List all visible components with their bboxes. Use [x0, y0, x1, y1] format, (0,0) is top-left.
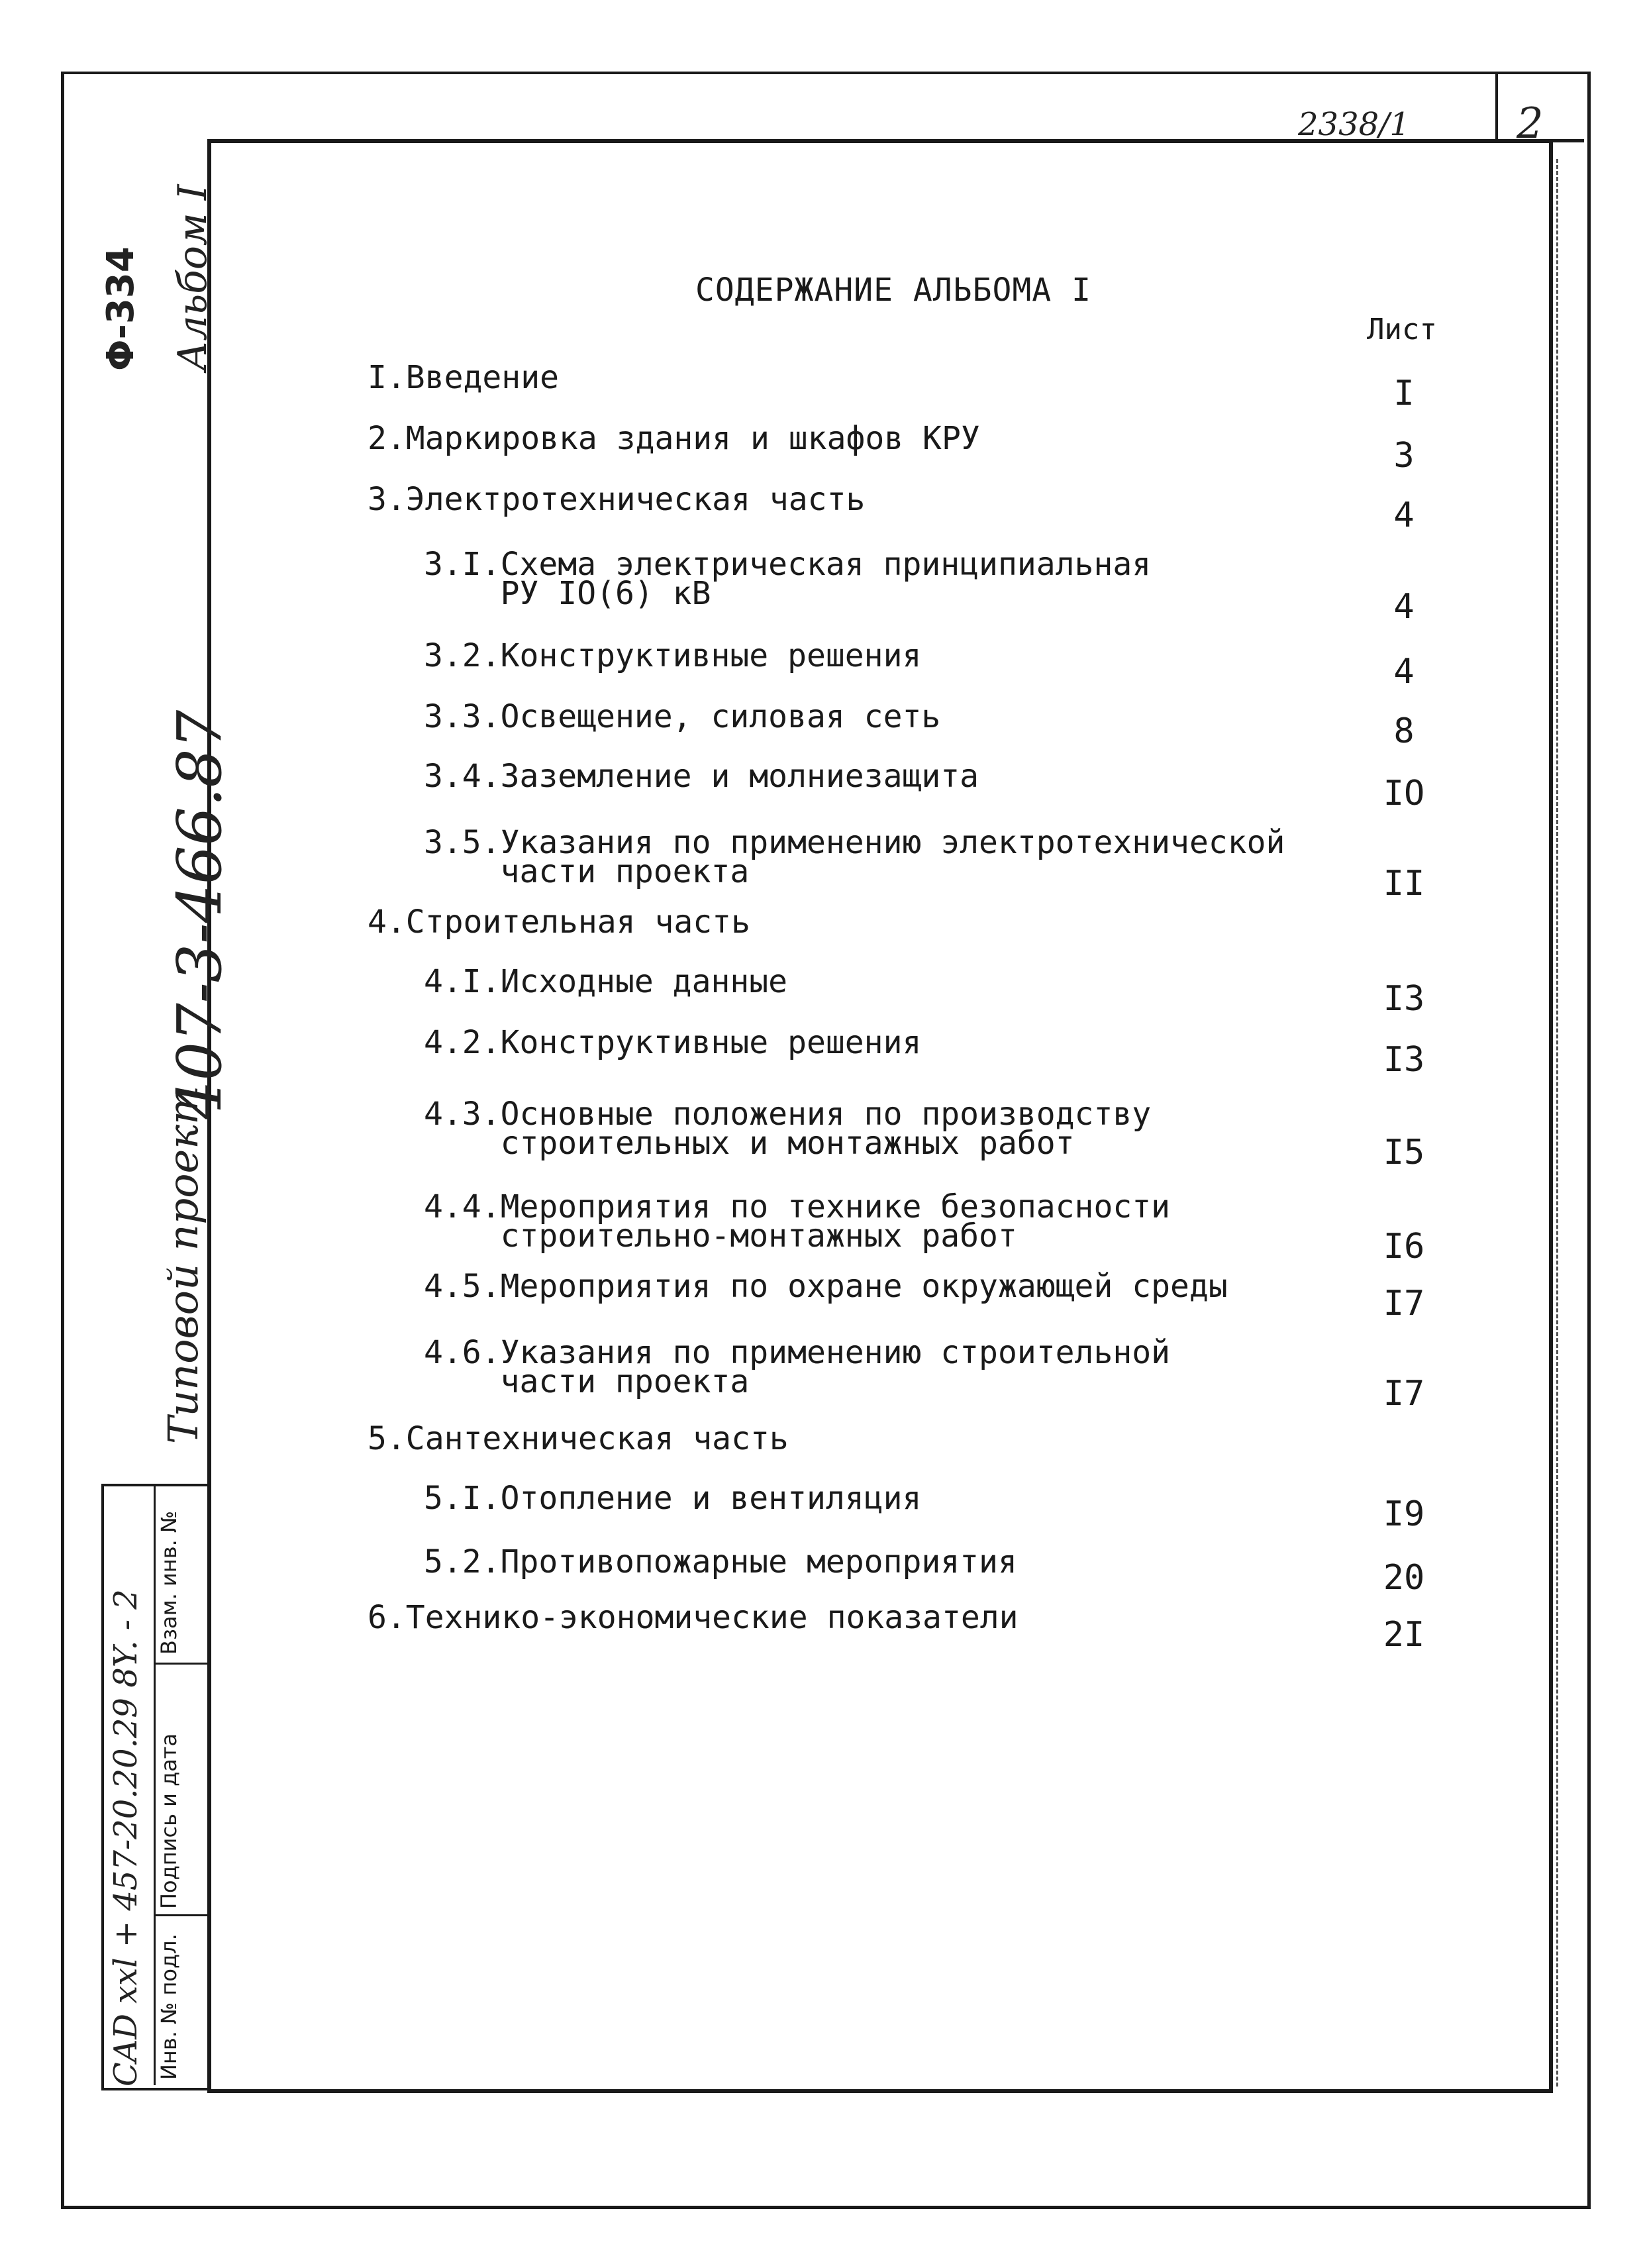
toc-entry-page: 3 — [1393, 436, 1415, 476]
toc-entry-text: Указания по применению строительной — [500, 1334, 1171, 1371]
corner-cell-divider — [1495, 72, 1498, 139]
toc-entry-text: Технико-экономические показатели — [405, 1599, 1019, 1636]
toc-entry-text: Освещение, силовая сеть — [500, 698, 941, 735]
toc-entry-page: 2I — [1383, 1615, 1425, 1655]
stamp-divider — [154, 1663, 207, 1665]
project-type: Типовой проект — [159, 1085, 207, 1444]
toc-entry — [424, 637, 922, 674]
toc-entry-number: 4.6. — [424, 1334, 501, 1371]
toc-entry-page: I9 — [1383, 1494, 1425, 1534]
toc-entry — [424, 1543, 1017, 1580]
sheet-number: 2 — [1517, 99, 1544, 148]
toc-entry-text: Маркировка здания и шкафов КРУ — [405, 420, 980, 457]
toc-entry-number: 5.2. — [424, 1543, 501, 1580]
toc-entry-number: 5. — [368, 1420, 406, 1457]
toc-entry-text: Сантехническая часть — [405, 1420, 789, 1457]
album-label: Альбом I — [170, 184, 216, 371]
toc-entry-page: I5 — [1383, 1133, 1425, 1172]
toc-entry-text: Заземление и молниезащита — [500, 758, 979, 795]
toc-entry — [424, 824, 1285, 890]
toc-entry-text: части проекта — [500, 1363, 750, 1400]
toc-entry-text: Конструктивные решения — [500, 637, 922, 674]
stamp-label-replacement-inv: Взам. инв. № — [156, 1510, 181, 1655]
project-number: 407-3-466.87 — [164, 709, 235, 1119]
toc-entry-text: Мероприятия по охране окружающей среды — [500, 1268, 1228, 1305]
toc-entry-text: Электротехническая часть — [405, 481, 866, 518]
toc-entry-number: 4.2. — [424, 1024, 501, 1061]
toc-entry-number: 6. — [368, 1599, 406, 1636]
toc-entry-number: I. — [368, 359, 406, 396]
stamp-divider — [154, 1914, 207, 1916]
toc-entry-text: Указания по применению электротехнической — [500, 824, 1285, 861]
toc-entry-number: 3.2. — [424, 637, 501, 674]
toc-entry-page: I3 — [1383, 1040, 1425, 1080]
toc-entry — [424, 1096, 1152, 1162]
toc-entry — [424, 698, 941, 735]
toc-entry-text: РУ IO(6) кВ — [500, 575, 711, 612]
toc-entry-page: I — [1393, 374, 1415, 413]
toc-entry-page: 4 — [1393, 652, 1415, 692]
toc-entry-number: 5.I. — [424, 1480, 501, 1517]
toc-entry-text: Строительная часть — [405, 903, 750, 941]
toc-entry — [368, 359, 559, 396]
toc-entry-number: 4.4. — [424, 1188, 501, 1225]
toc-title: СОДЕРЖАНИЕ АЛЬБОМА I — [695, 272, 1091, 309]
toc-entry-page: 20 — [1383, 1558, 1425, 1598]
toc-entry-text: Исходные данные — [500, 963, 788, 1000]
toc-entry — [368, 481, 866, 518]
toc-entry-text: Введение — [405, 359, 559, 396]
toc-entry — [424, 1188, 1171, 1255]
toc-entry-page: I7 — [1383, 1284, 1425, 1323]
stamp-label-signature-date: Подпись и дата — [156, 1733, 181, 1909]
toc-entry — [424, 963, 788, 1000]
toc-entry-text: Мероприятия по технике безопасности — [500, 1188, 1171, 1225]
toc-entry-text: Основные положения по производству — [500, 1096, 1152, 1133]
toc-entry — [424, 1480, 922, 1517]
toc-entry-number: 3.I. — [424, 546, 501, 583]
toc-entry-text: Схема электрическая принципиальная — [500, 546, 1152, 583]
toc-entry-page: IO — [1383, 774, 1425, 813]
series-code: Φ-334 — [99, 246, 142, 371]
toc-entry — [424, 546, 1152, 612]
toc-entry — [368, 420, 980, 457]
toc-entry-text: строительно-монтажных работ — [500, 1217, 1017, 1255]
toc-entry-page: 8 — [1393, 711, 1415, 751]
toc-entry-number: 2. — [368, 420, 406, 457]
toc-entry — [424, 1024, 922, 1061]
toc-entry-number: 3.4. — [424, 758, 501, 795]
toc-entry-number: 4.3. — [424, 1096, 501, 1133]
stamp-label-original-inv: Инв. № подл. — [156, 1933, 181, 2080]
toc-entry-number: 4. — [368, 903, 406, 941]
toc-entry-number: 3.5. — [424, 824, 501, 861]
toc-entry-page: I3 — [1383, 979, 1425, 1019]
toc-entry — [368, 903, 750, 941]
toc-entry-text: Противопожарные мероприятия — [500, 1543, 1017, 1580]
toc-entry-page: II — [1383, 864, 1425, 903]
toc-entry — [424, 758, 979, 795]
toc-entry — [368, 1420, 789, 1457]
toc-entry-page: 4 — [1393, 587, 1415, 627]
document-code: 2338/1 — [1298, 106, 1410, 143]
toc-entry-text: Отопление и вентиляция — [500, 1480, 922, 1517]
toc-entry-number: 3.3. — [424, 698, 501, 735]
toc-entry-page: 4 — [1393, 495, 1415, 535]
toc-entry-text: строительных и монтажных работ — [500, 1125, 1075, 1162]
sheet-column-header: Лист — [1367, 313, 1437, 346]
toc-entry-number: 3. — [368, 481, 406, 518]
inner-frame-secondary-edge — [1556, 159, 1558, 2087]
toc-entry-text: Конструктивные решения — [500, 1024, 922, 1061]
toc-entry-page: I7 — [1383, 1374, 1425, 1414]
toc-entry — [424, 1334, 1171, 1400]
toc-entry — [368, 1599, 1019, 1636]
stamp-divider-vertical — [154, 1484, 156, 2085]
stamp-handwritten-note: CAD xxl + 457-20.20.29 8Y. - 2 — [107, 1589, 144, 2087]
toc-entry-page: I6 — [1383, 1227, 1425, 1266]
toc-entry-text: части проекта — [500, 853, 750, 890]
toc-entry-number: 4.5. — [424, 1268, 501, 1305]
toc-entry-number: 4.I. — [424, 963, 501, 1000]
toc-entry — [424, 1268, 1228, 1305]
